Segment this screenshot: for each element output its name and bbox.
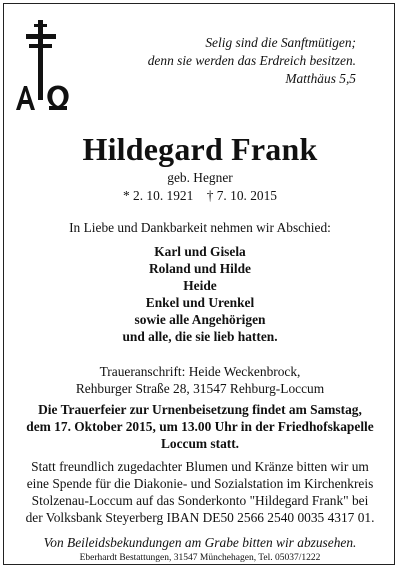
verse-line: Selig sind die Sanftmütigen; — [205, 35, 356, 50]
address-line: Traueranschrift: Heide Weckenbrock, — [99, 364, 301, 379]
service-line: dem 17. Oktober 2015, um 13.00 Uhr in der Friedhofskapelle — [26, 419, 374, 434]
donation-line: Stolzenau-Loccum auf das Sonderkonto "Hildegard Frank" bei — [31, 493, 369, 508]
funeral-service-notice — [0, 401, 400, 452]
mourner-line: sowie alle Angehörigen — [134, 312, 266, 327]
service-line: Die Trauerfeier zur Urnenbeisetzung findet am Samstag, — [38, 402, 362, 417]
life-dates: * 2. 10. 1921 † 7. 10. 2015 — [123, 188, 277, 203]
farewell-text: In Liebe und Dankbarkeit nehmen wir Abschied: — [69, 220, 331, 235]
verse-reference: Matthäus 5,5 — [285, 71, 356, 86]
funeral-home-footer: Eberhardt Bestattungen, 31547 Münchehagen, Tel. 05037/1222 — [79, 553, 321, 563]
address-line: Rehburger Straße 28, 31547 Rehburg-Loccum — [75, 381, 325, 396]
maiden-name: geb. Hegner — [167, 170, 233, 185]
deceased-name: Hildegard Frank — [82, 131, 318, 167]
mourner-line: Enkel und Urenkel — [145, 295, 255, 310]
donation-line: der Volksbank Steyerberg IBAN DE50 2566 2540 0035 4317 01. — [25, 510, 375, 525]
bible-verse — [148, 34, 356, 88]
condolences-note: Von Beileidsbekundungen am Grabe bitten wir abzusehen. — [43, 535, 357, 550]
verse-line: denn sie werden das Erdreich besitzen. — [147, 53, 356, 68]
mourner-line: Heide — [183, 278, 217, 293]
donation-line: Statt freundlich zugedachter Blumen und Kränze bitten wir um — [31, 459, 369, 474]
mourner-line: und alle, die sie lieb hatten. — [122, 329, 278, 344]
mourning-address — [0, 363, 400, 397]
service-line: Loccum statt. — [160, 436, 240, 451]
mourner-line: Roland und Hilde — [149, 261, 251, 276]
mourners-list — [0, 243, 400, 345]
cross-alpha-omega-icon — [13, 20, 73, 120]
donation-line: eine Spende für die Diakonie- und Sozialstation im Kirchenkreis — [26, 476, 374, 491]
donation-request — [0, 458, 400, 526]
mourner-line: Karl und Gisela — [154, 244, 246, 259]
